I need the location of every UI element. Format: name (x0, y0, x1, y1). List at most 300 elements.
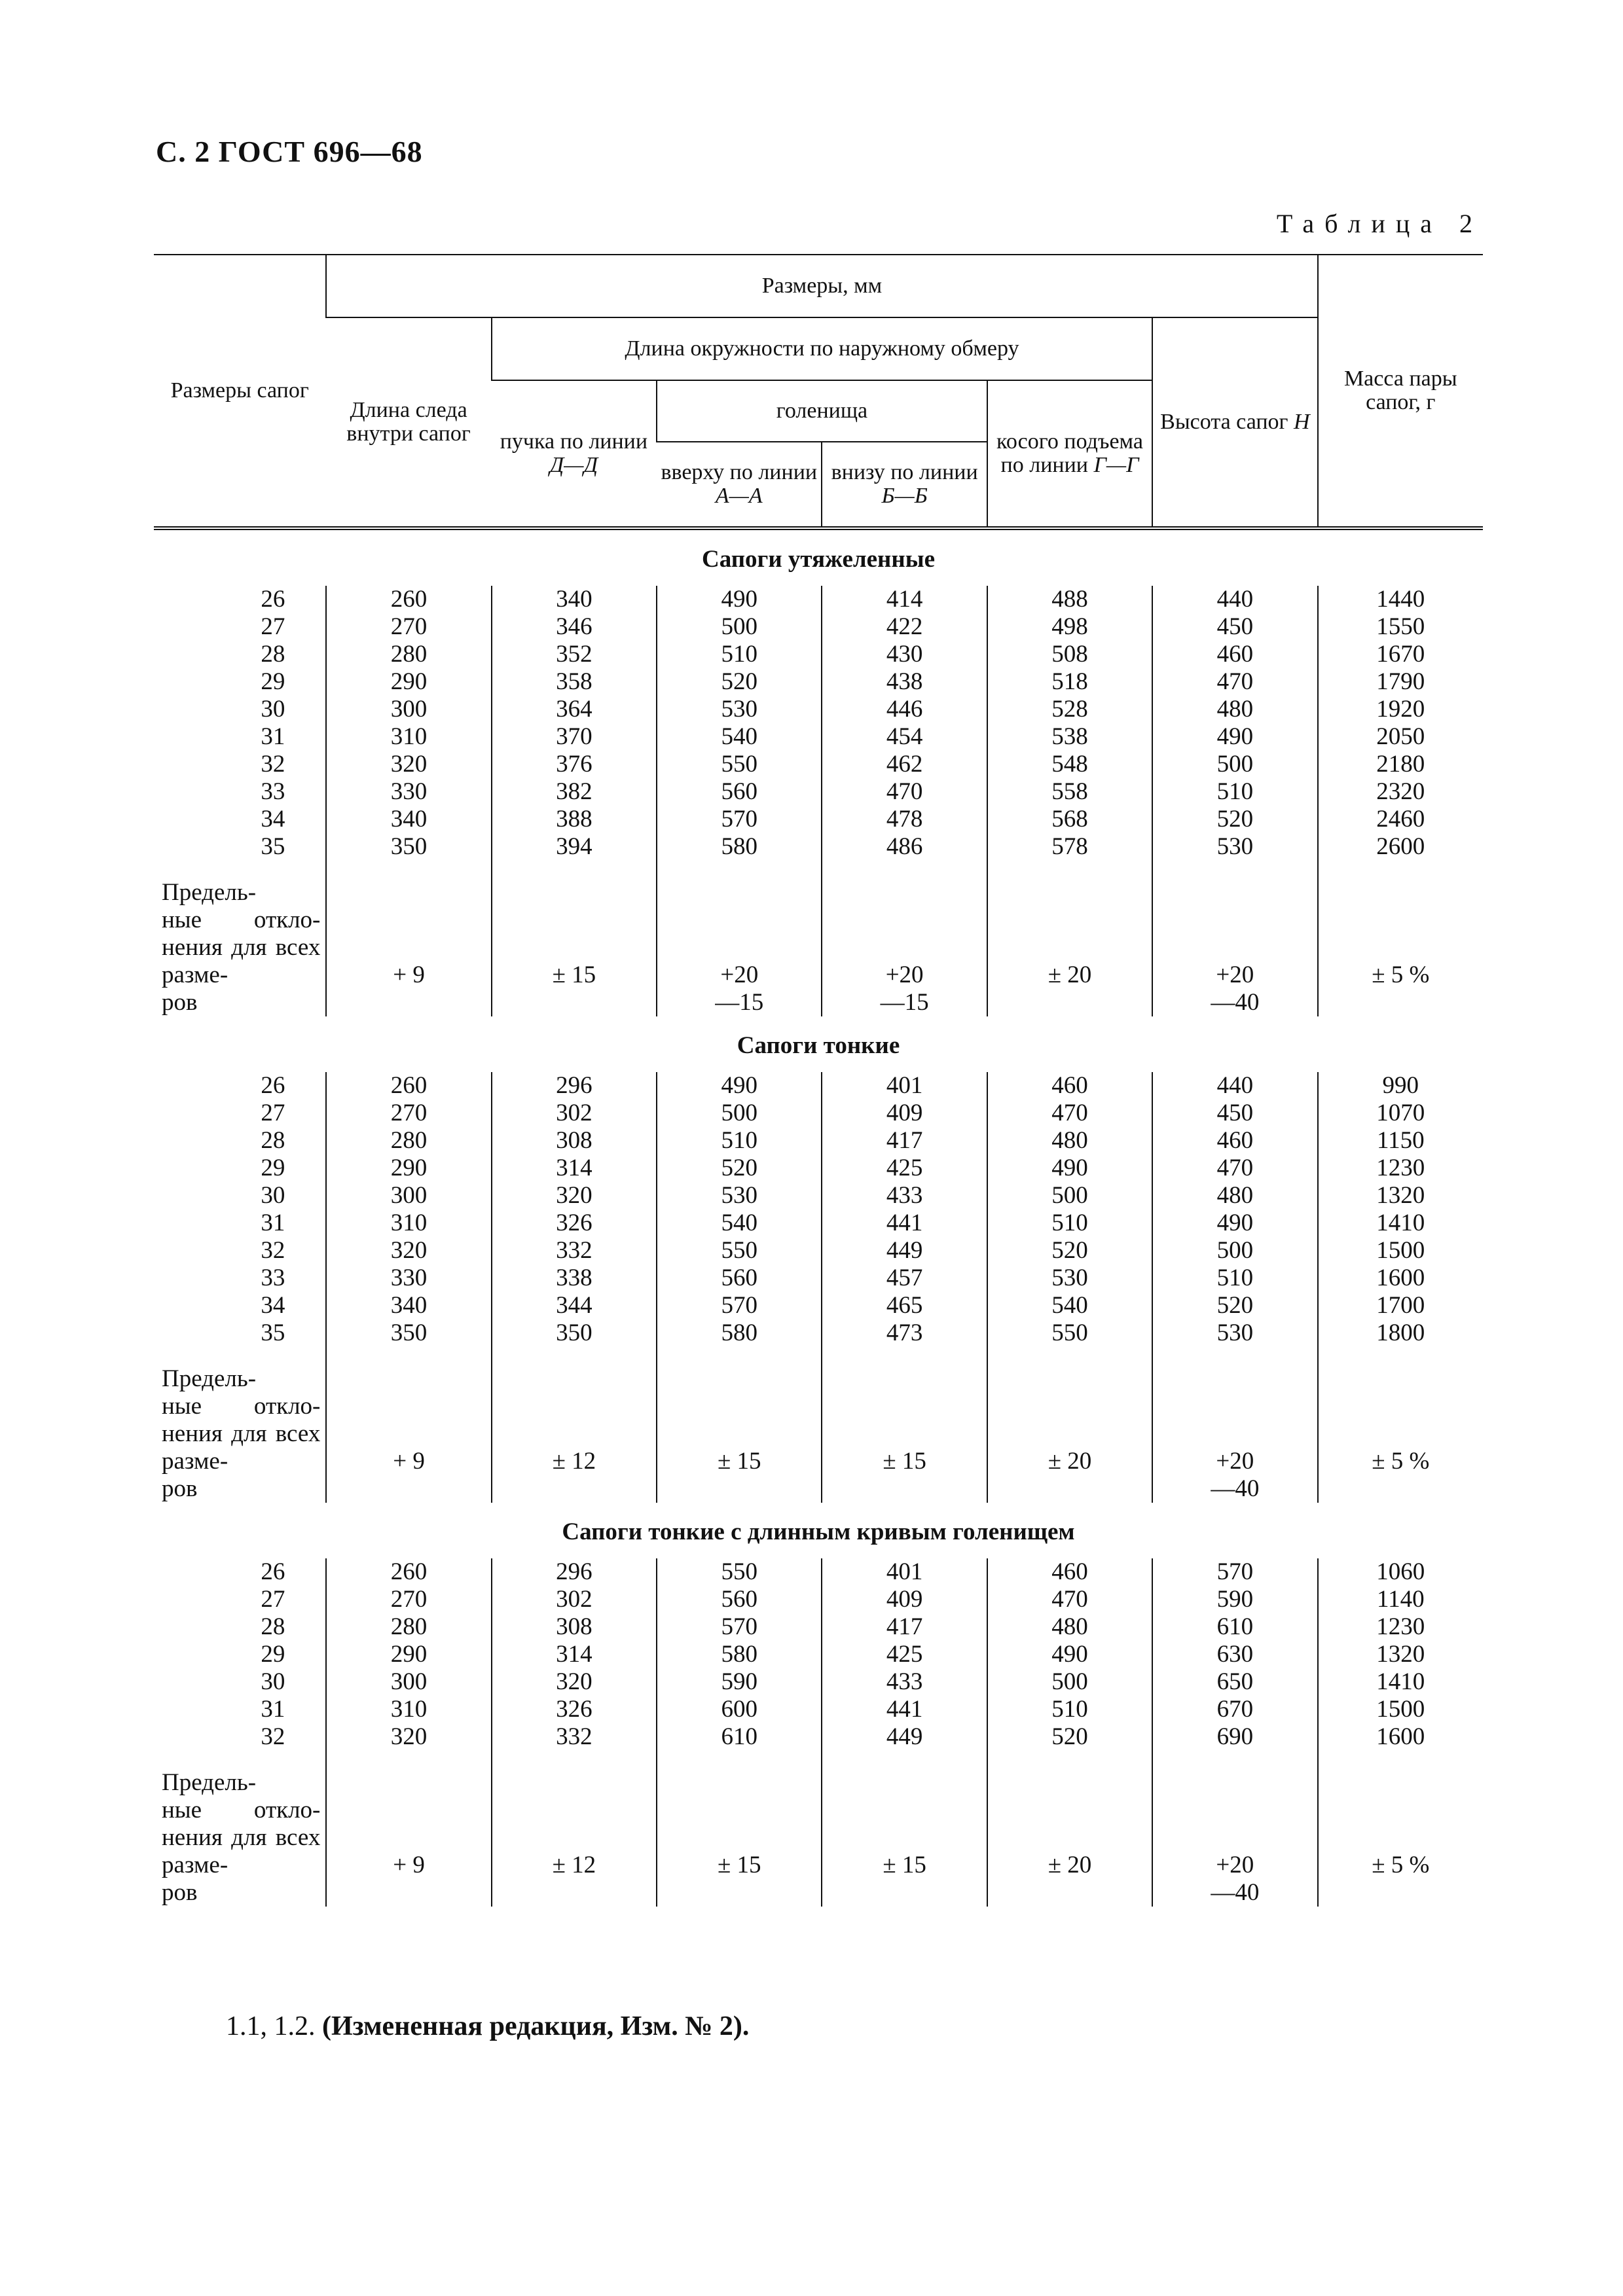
tolerance-cell (822, 1365, 987, 1503)
table-cell: 510 (657, 1127, 822, 1155)
spacer-cell (492, 1751, 657, 1769)
table-cell: 35 (261, 1319, 285, 1346)
table-cell: 1230 (1318, 1155, 1483, 1182)
table-cell: 28 (261, 1127, 285, 1154)
table-cell: 498 (987, 613, 1152, 641)
table-cell: 470 (987, 1586, 1152, 1613)
table-cell: 449 (822, 1723, 987, 1751)
tolerance-cell (657, 1365, 822, 1503)
table-cell: 308 (492, 1127, 657, 1155)
table-cell: 650 (1152, 1668, 1317, 1696)
table-row (154, 1237, 1483, 1265)
spacer-cell (1152, 1347, 1317, 1365)
table-cell: 540 (657, 1210, 822, 1237)
table-cell: 449 (822, 1237, 987, 1265)
col-instep: косого подъема по линии Г—Г (987, 380, 1152, 528)
table-cell: 302 (492, 1586, 657, 1613)
tolerance-value-lower: —40 (1211, 1879, 1260, 1906)
tolerance-value-lower (822, 1879, 986, 1907)
spacer-cell (1152, 1751, 1317, 1769)
table-cell: 490 (987, 1155, 1152, 1182)
table-cell: 441 (822, 1696, 987, 1723)
table-row (154, 1319, 1483, 1347)
col-dimensions-mm: Размеры, мм (326, 255, 1317, 317)
table-row (154, 1696, 1483, 1723)
table-cell: 30 (261, 1668, 285, 1695)
table-row (154, 723, 1483, 751)
table-cell: 30 (261, 1182, 285, 1209)
tolerance-cell (492, 1365, 657, 1503)
table-cell: 280 (326, 641, 491, 668)
table-cell: 528 (987, 696, 1152, 723)
tolerance-cell (492, 879, 657, 1016)
tolerance-value-lower (327, 1879, 490, 1907)
tolerance-value-lower (822, 1475, 986, 1503)
table-cell: 470 (1152, 668, 1317, 696)
tolerance-value-lower (492, 1475, 656, 1503)
table-cell: 530 (987, 1265, 1152, 1292)
table-cell: 460 (1152, 1127, 1317, 1155)
tolerance-value-lower: —40 (1211, 989, 1260, 1016)
tolerance-cell (326, 1769, 491, 1907)
table-cell: 1320 (1318, 1641, 1483, 1668)
table-row (154, 1155, 1483, 1182)
table-cell: 610 (657, 1723, 822, 1751)
tolerance-value: + 9 (393, 1448, 425, 1475)
table-cell: 1670 (1318, 641, 1483, 668)
table-cell: 550 (657, 751, 822, 778)
table-cell: 364 (492, 696, 657, 723)
tolerance-value-lower (492, 989, 656, 1016)
table-cell: 430 (822, 641, 987, 668)
table-cell: 32 (261, 1723, 285, 1750)
table-cell: 350 (492, 1319, 657, 1347)
table-row (154, 1072, 1483, 1100)
spacer-cell (822, 861, 987, 879)
table-cell: 27 (261, 1100, 285, 1126)
table-cell: 350 (326, 1319, 491, 1347)
table-cell: 34 (261, 1292, 285, 1319)
table-cell: 570 (657, 806, 822, 833)
spacer-cell (154, 861, 326, 879)
tolerance-value: ± 20 (1048, 1852, 1092, 1878)
tolerance-cell (1152, 1769, 1317, 1907)
table-cell: 1800 (1318, 1319, 1483, 1347)
table-cell: 330 (326, 778, 491, 806)
spacer-cell (657, 1751, 822, 1769)
table-cell: 300 (326, 1182, 491, 1210)
table-cell: 520 (657, 1155, 822, 1182)
table-cell: 510 (1152, 1265, 1317, 1292)
table-cell: 417 (822, 1127, 987, 1155)
table-cell: 441 (822, 1210, 987, 1237)
spacer-row (154, 861, 1483, 879)
tolerance-value-lower (327, 1475, 490, 1503)
table-cell: 440 (1152, 586, 1317, 613)
table-cell: 510 (987, 1210, 1152, 1237)
table-body (154, 528, 1483, 1907)
spacer-cell (326, 1751, 491, 1769)
table-cell: 518 (987, 668, 1152, 696)
tolerance-row (154, 1769, 1483, 1907)
tolerance-cell (657, 879, 822, 1016)
section-title-row (154, 1016, 1483, 1072)
table-cell: 344 (492, 1292, 657, 1319)
tolerance-cell (326, 1365, 491, 1503)
spacer-cell (1318, 1347, 1483, 1365)
table-row (154, 1292, 1483, 1319)
table-cell: 580 (657, 1319, 822, 1347)
table-row (154, 1127, 1483, 1155)
tolerance-value-lower (1319, 1475, 1483, 1503)
section-title-row (154, 1503, 1483, 1558)
table-row (154, 1182, 1483, 1210)
table-cell: 440 (1152, 1072, 1317, 1100)
table-cell: 31 (261, 1696, 285, 1723)
table-cell: 401 (822, 1072, 987, 1100)
spacer-cell (987, 861, 1152, 879)
table-cell: 433 (822, 1182, 987, 1210)
table-row (154, 1210, 1483, 1237)
table-cell: 310 (326, 1210, 491, 1237)
table-cell: 26 (261, 1558, 285, 1585)
table-cell: 580 (657, 833, 822, 861)
tolerance-value-lower (492, 1879, 656, 1907)
table-cell: 300 (326, 1668, 491, 1696)
table-cell: 26 (261, 1072, 285, 1099)
tolerance-value: ± 15 (717, 1448, 761, 1475)
table-cell: 30 (261, 696, 285, 723)
table-cell: 550 (987, 1319, 1152, 1347)
table-cell: 302 (492, 1100, 657, 1127)
section-title: Сапоги тонкие (737, 1031, 900, 1059)
table-row (154, 668, 1483, 696)
table-cell: 1600 (1318, 1723, 1483, 1751)
table-row (154, 641, 1483, 668)
table-cell: 610 (1152, 1613, 1317, 1641)
table-cell: 568 (987, 806, 1152, 833)
table-cell: 500 (1152, 1237, 1317, 1265)
col-boot-size: Размеры сапог (154, 255, 326, 528)
table-cell: 29 (261, 1155, 285, 1181)
table-cell: 358 (492, 668, 657, 696)
table-cell: 32 (261, 751, 285, 778)
table-cell: 260 (326, 1558, 491, 1586)
tolerance-value: ± 20 (1048, 1448, 1092, 1475)
table-cell: 1410 (1318, 1668, 1483, 1696)
table-cell: 300 (326, 696, 491, 723)
table-cell: 1700 (1318, 1292, 1483, 1319)
spacer-row (154, 1347, 1483, 1365)
table-cell: 454 (822, 723, 987, 751)
table-cell: 550 (657, 1558, 822, 1586)
table-cell: 500 (657, 1100, 822, 1127)
table-row (154, 613, 1483, 641)
tolerance-row (154, 879, 1483, 1016)
tolerance-cell (822, 879, 987, 1016)
table-cell: 320 (326, 1237, 491, 1265)
tolerance-value: + 9 (393, 1852, 425, 1878)
table-row (154, 1641, 1483, 1668)
spacer-cell (154, 1751, 326, 1769)
table-cell: 460 (987, 1558, 1152, 1586)
table-cell: 340 (326, 806, 491, 833)
table-cell: 350 (326, 833, 491, 861)
col-height: Высота сапог Н (1152, 317, 1317, 528)
table-cell: 1550 (1318, 613, 1483, 641)
table-cell: 990 (1318, 1072, 1483, 1100)
tolerance-value-lower: —15 (715, 989, 764, 1016)
table-cell: 480 (987, 1613, 1152, 1641)
col-shaft-top: вверху по линии А—А (657, 442, 822, 528)
table-cell: 530 (657, 1182, 822, 1210)
table-cell: 27 (261, 1586, 285, 1613)
table-cell: 33 (261, 1265, 285, 1291)
table-cell: 520 (657, 668, 822, 696)
spacer-cell (822, 1751, 987, 1769)
table-cell: 462 (822, 751, 987, 778)
table-cell: 470 (1152, 1155, 1317, 1182)
table-cell: 630 (1152, 1641, 1317, 1668)
table-cell: 490 (657, 1072, 822, 1100)
table-cell: 28 (261, 641, 285, 668)
col-shaft-bottom: внизу по линии Б—Б (822, 442, 987, 528)
table-cell: 510 (1152, 778, 1317, 806)
table-cell: 29 (261, 1641, 285, 1668)
table-cell: 548 (987, 751, 1152, 778)
table-cell: 1790 (1318, 668, 1483, 696)
table-cell: 409 (822, 1100, 987, 1127)
spacer-cell (987, 1751, 1152, 1769)
table-cell: 450 (1152, 613, 1317, 641)
table-cell: 590 (657, 1668, 822, 1696)
table-row (154, 1558, 1483, 1586)
table-cell: 580 (657, 1641, 822, 1668)
table-cell: 500 (987, 1182, 1152, 1210)
table-cell: 520 (987, 1723, 1152, 1751)
section-title: Сапоги тонкие с длинным кривым голенищем (562, 1518, 1075, 1545)
table-cell: 530 (657, 696, 822, 723)
table-cell: 290 (326, 1155, 491, 1182)
spacer-cell (822, 1347, 987, 1365)
table-cell: 394 (492, 833, 657, 861)
tolerance-value: + 9 (393, 961, 425, 988)
table-cell: 560 (657, 1265, 822, 1292)
tolerance-value: ± 15 (552, 961, 596, 988)
table-cell: 490 (987, 1641, 1152, 1668)
tolerance-value-lower (988, 989, 1152, 1016)
col-ball: пучка по линии Д—Д (492, 380, 657, 528)
table-cell: 570 (657, 1292, 822, 1319)
table-cell: 338 (492, 1265, 657, 1292)
table-cell: 478 (822, 806, 987, 833)
table-row (154, 1100, 1483, 1127)
col-shaft: голенища (657, 380, 987, 442)
table-cell: 332 (492, 1723, 657, 1751)
table-cell: 520 (1152, 806, 1317, 833)
table-cell: 35 (261, 833, 285, 860)
table-cell: 490 (1152, 723, 1317, 751)
spacer-cell (1318, 1751, 1483, 1769)
tolerance-cell (326, 879, 491, 1016)
table-cell: 314 (492, 1641, 657, 1668)
table-cell: 296 (492, 1072, 657, 1100)
tolerance-value-lower (988, 1475, 1152, 1503)
table-cell: 457 (822, 1265, 987, 1292)
table-cell: 560 (657, 778, 822, 806)
table-cell: 1410 (1318, 1210, 1483, 1237)
col-mass: Масса пары сапог, г (1318, 255, 1483, 528)
footnote-refs: 1.1, 1.2. (226, 2011, 316, 2041)
tolerance-cell (987, 1365, 1152, 1503)
table-cell: 425 (822, 1641, 987, 1668)
table-cell: 370 (492, 723, 657, 751)
table-cell: 1070 (1318, 1100, 1483, 1127)
table-cell: 465 (822, 1292, 987, 1319)
table-cell: 27 (261, 613, 285, 640)
tolerance-cell (657, 1769, 822, 1907)
table-cell: 480 (1152, 1182, 1317, 1210)
table-cell: 470 (987, 1100, 1152, 1127)
table-cell: 578 (987, 833, 1152, 861)
table-cell: 540 (987, 1292, 1152, 1319)
table-cell: 330 (326, 1265, 491, 1292)
table-cell: 490 (657, 586, 822, 613)
tolerance-value-lower: —40 (1211, 1475, 1260, 1502)
table-cell: 520 (1152, 1292, 1317, 1319)
table-cell: 1440 (1318, 586, 1483, 613)
table-cell: 670 (1152, 1696, 1317, 1723)
table-cell: 500 (1152, 751, 1317, 778)
table-row (154, 1586, 1483, 1613)
table-cell: 260 (326, 1072, 491, 1100)
table-cell: 332 (492, 1237, 657, 1265)
col-foot-length: Длина следа внутри сапог (326, 317, 491, 528)
table-row (154, 586, 1483, 613)
spacer-cell (657, 861, 822, 879)
table-cell: 570 (657, 1613, 822, 1641)
tolerance-value: ± 15 (883, 1448, 926, 1475)
table-cell: 500 (657, 613, 822, 641)
table-cell: 308 (492, 1613, 657, 1641)
table-cell: 26 (261, 586, 285, 613)
tolerance-value-lower (988, 1879, 1152, 1907)
table-label: Таблица 2 (1276, 209, 1483, 238)
table-cell: 270 (326, 613, 491, 641)
table-cell: 31 (261, 723, 285, 750)
tolerance-value: ± 12 (552, 1852, 596, 1878)
tolerance-value: +20 (720, 961, 759, 988)
tolerance-cell (1318, 1365, 1483, 1503)
table-cell: 290 (326, 1641, 491, 1668)
table-cell: 376 (492, 751, 657, 778)
table-cell: 480 (987, 1127, 1152, 1155)
spacer-cell (1318, 861, 1483, 879)
tolerance-cell (492, 1769, 657, 1907)
table-row (154, 1723, 1483, 1751)
table-cell: 490 (1152, 1210, 1317, 1237)
table-cell: 470 (822, 778, 987, 806)
table-cell: 320 (326, 1723, 491, 1751)
table-cell: 2180 (1318, 751, 1483, 778)
tolerance-value-lower (1319, 1879, 1483, 1907)
table-cell: 550 (657, 1237, 822, 1265)
table-cell: 33 (261, 778, 285, 805)
section-title: Сапоги утяжеленные (701, 545, 936, 573)
table-cell: 1920 (1318, 696, 1483, 723)
table-cell: 425 (822, 1155, 987, 1182)
table-cell: 260 (326, 586, 491, 613)
table-cell: 296 (492, 1558, 657, 1586)
spacer-row (154, 1751, 1483, 1769)
table-cell: 352 (492, 641, 657, 668)
table-cell: 2600 (1318, 833, 1483, 861)
table-cell: 570 (1152, 1558, 1317, 1586)
table-cell: 530 (1152, 833, 1317, 861)
table-row (154, 1265, 1483, 1292)
table-cell: 560 (657, 1586, 822, 1613)
table-row (154, 778, 1483, 806)
table-cell: 326 (492, 1696, 657, 1723)
spacer-cell (154, 1347, 326, 1365)
table-cell: 280 (326, 1613, 491, 1641)
tolerance-value-lower (1319, 989, 1483, 1016)
tolerance-value-lower (657, 1879, 821, 1907)
table-cell: 2460 (1318, 806, 1483, 833)
boot-dimensions-table (154, 254, 1483, 1907)
table-cell: 326 (492, 1210, 657, 1237)
table-cell: 417 (822, 1613, 987, 1641)
table-cell: 310 (326, 723, 491, 751)
table-cell: 320 (326, 751, 491, 778)
tolerance-value: ± 5 % (1372, 1852, 1430, 1878)
table-cell: 1140 (1318, 1586, 1483, 1613)
tolerance-label: Предель- ные откло- нения для всех разме- ров (162, 1365, 321, 1502)
table-cell: 2320 (1318, 778, 1483, 806)
section-title-row (154, 528, 1483, 586)
table-cell: 438 (822, 668, 987, 696)
table-cell: 1600 (1318, 1265, 1483, 1292)
table-cell: 31 (261, 1210, 285, 1236)
table-cell: 314 (492, 1155, 657, 1182)
table-cell: 473 (822, 1319, 987, 1347)
table-cell: 340 (326, 1292, 491, 1319)
tolerance-label: Предель- ные откло- нения для всех разме- ров (162, 879, 321, 1016)
table-cell: 1500 (1318, 1696, 1483, 1723)
table-cell: 320 (492, 1668, 657, 1696)
tolerance-value: +20 (1216, 1852, 1254, 1878)
table-cell: 446 (822, 696, 987, 723)
tolerance-value-lower (327, 989, 490, 1016)
table-cell: 508 (987, 641, 1152, 668)
tolerance-row (154, 1365, 1483, 1503)
table-cell: 310 (326, 1696, 491, 1723)
table-cell: 1230 (1318, 1613, 1483, 1641)
table-cell: 320 (492, 1182, 657, 1210)
table-cell: 530 (1152, 1319, 1317, 1347)
table-cell: 433 (822, 1668, 987, 1696)
tolerance-value-lower (657, 1475, 821, 1503)
tolerance-value: ± 5 % (1372, 1448, 1430, 1475)
table-cell: 346 (492, 613, 657, 641)
table-cell: 270 (326, 1586, 491, 1613)
tolerance-cell (1318, 1769, 1483, 1907)
table-cell: 401 (822, 1558, 987, 1586)
table-cell: 1150 (1318, 1127, 1483, 1155)
table-cell: 2050 (1318, 723, 1483, 751)
table-cell: 34 (261, 806, 285, 833)
table-cell: 382 (492, 778, 657, 806)
